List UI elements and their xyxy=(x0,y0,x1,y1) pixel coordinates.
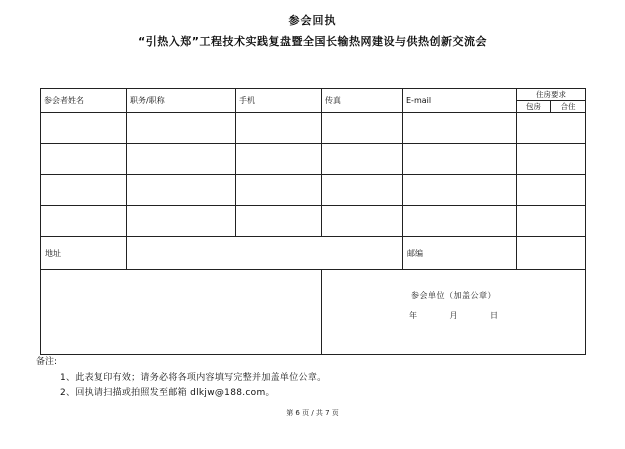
lodging-cell[interactable] xyxy=(517,175,586,206)
notes-heading: 备注: xyxy=(36,357,58,367)
header-name: 参会者姓名 xyxy=(41,89,127,113)
attendee-row xyxy=(41,113,586,144)
name-cell[interactable] xyxy=(41,175,127,206)
page-subtitle: “引热入郑”工程技术实践复盘暨全国长输热网建设与供热创新交流会 xyxy=(138,35,487,48)
position-cell[interactable] xyxy=(127,113,236,144)
position-cell[interactable] xyxy=(127,144,236,175)
date-month: 月 xyxy=(449,311,458,320)
notes-section xyxy=(36,355,326,402)
page-footer: 第 6 页 / 共 7 页 xyxy=(286,409,339,417)
attendee-row xyxy=(41,144,586,175)
name-cell[interactable] xyxy=(41,206,127,237)
stamp-row xyxy=(41,270,586,355)
header-lodging: 住房要求 xyxy=(517,89,586,101)
mobile-cell[interactable] xyxy=(236,144,322,175)
stamp-date xyxy=(326,310,581,321)
email-cell[interactable] xyxy=(403,144,517,175)
note-item-2: 2、回执请扫描或拍照发至邮箱 dlkjw@188.com。 xyxy=(60,388,275,398)
lodging-cell[interactable] xyxy=(517,144,586,175)
fax-cell[interactable] xyxy=(322,113,403,144)
name-cell[interactable] xyxy=(41,144,127,175)
registration-form-table xyxy=(40,88,586,355)
header-fax: 传真 xyxy=(322,89,403,113)
email-cell[interactable] xyxy=(403,206,517,237)
note-item-1: 1、此表复印有效；请务必将各项内容填写完整并加盖单位公章。 xyxy=(60,372,327,383)
unit-stamp-cell[interactable] xyxy=(322,270,586,355)
date-day: 日 xyxy=(490,311,499,320)
header-position: 职务/职称 xyxy=(127,89,236,113)
address-cell[interactable] xyxy=(127,237,403,270)
email-cell[interactable] xyxy=(403,113,517,144)
position-cell[interactable] xyxy=(127,206,236,237)
position-cell[interactable] xyxy=(127,175,236,206)
lodging-cell[interactable] xyxy=(517,113,586,144)
page-title: 参会回执 xyxy=(288,14,337,27)
blank-cell[interactable] xyxy=(41,270,322,355)
attendee-row xyxy=(41,206,586,237)
lodging-cell[interactable] xyxy=(517,206,586,237)
attendee-row xyxy=(41,175,586,206)
address-row xyxy=(41,237,586,270)
fax-cell[interactable] xyxy=(322,175,403,206)
name-cell[interactable] xyxy=(41,113,127,144)
address-label: 地址 xyxy=(41,237,127,270)
date-year: 年 xyxy=(408,311,417,320)
email-cell[interactable] xyxy=(403,175,517,206)
mobile-cell[interactable] xyxy=(236,113,322,144)
fax-cell[interactable] xyxy=(322,144,403,175)
mobile-cell[interactable] xyxy=(236,206,322,237)
mobile-cell[interactable] xyxy=(236,175,322,206)
header-mobile: 手机 xyxy=(236,89,322,113)
header-lodging-shared: 合住 xyxy=(551,101,586,113)
header-lodging-single: 包房 xyxy=(517,101,551,113)
header-email: E-mail xyxy=(403,89,517,113)
fax-cell[interactable] xyxy=(322,206,403,237)
postcode-cell[interactable] xyxy=(517,237,586,270)
unit-stamp-label: 参会单位（加盖公章） xyxy=(411,291,496,300)
postcode-label: 邮编 xyxy=(403,237,517,270)
